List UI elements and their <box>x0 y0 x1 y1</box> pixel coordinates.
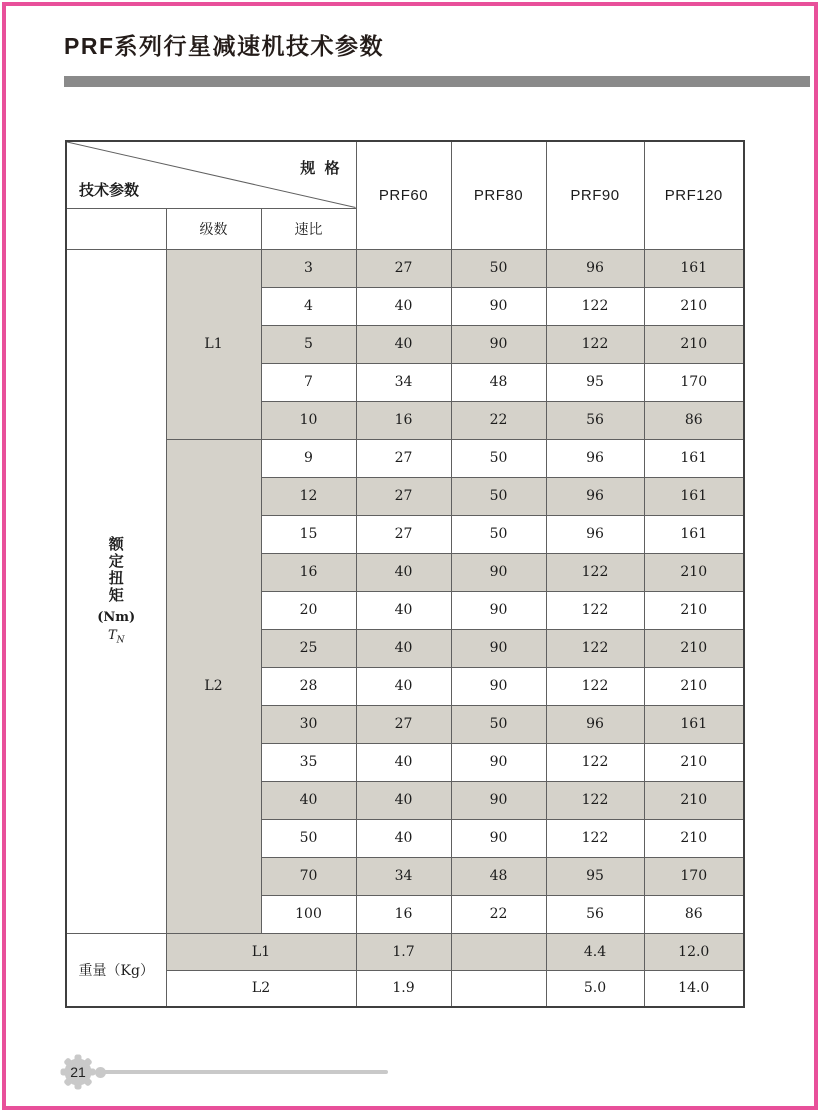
value-cell-prf90: 96 <box>546 249 644 287</box>
value-cell-prf80: 90 <box>451 781 546 819</box>
value-cell-prf60: 40 <box>356 781 451 819</box>
value-cell-prf60: 34 <box>356 363 451 401</box>
value-cell-prf120: 170 <box>644 363 744 401</box>
table-body <box>66 249 744 1007</box>
weight-value-cell-prf90: 4.4 <box>546 933 644 970</box>
value-cell-prf90: 122 <box>546 325 644 363</box>
value-cell-prf90: 96 <box>546 477 644 515</box>
value-cell-prf60: 27 <box>356 515 451 553</box>
weight-value-cell-prf60: 1.7 <box>356 933 451 970</box>
value-cell-prf90: 96 <box>546 515 644 553</box>
value-cell-prf80: 90 <box>451 553 546 591</box>
ratio-cell: 9 <box>261 439 356 477</box>
page-title: PRF系列行星减速机技术参数 <box>64 33 384 59</box>
value-cell-prf60: 40 <box>356 743 451 781</box>
value-cell-prf120: 161 <box>644 439 744 477</box>
value-cell-prf60: 40 <box>356 325 451 363</box>
ratio-row <box>66 249 744 287</box>
weight-stage-cell: L1 <box>166 933 356 970</box>
ratio-cell: 16 <box>261 553 356 591</box>
ratio-cell: 20 <box>261 591 356 629</box>
value-cell-prf60: 16 <box>356 895 451 933</box>
value-cell-prf90: 96 <box>546 439 644 477</box>
weight-row <box>66 970 744 1007</box>
value-cell-prf80: 90 <box>451 325 546 363</box>
ratio-cell: 4 <box>261 287 356 325</box>
stage-column-header: 级数 <box>166 208 261 249</box>
value-cell-prf80: 50 <box>451 249 546 287</box>
value-cell-prf60: 27 <box>356 477 451 515</box>
value-cell-prf80: 90 <box>451 743 546 781</box>
value-cell-prf80: 50 <box>451 705 546 743</box>
value-cell-prf120: 210 <box>644 667 744 705</box>
value-cell-prf60: 40 <box>356 819 451 857</box>
value-cell-prf80: 48 <box>451 857 546 895</box>
weight-value-cell-prf120: 12.0 <box>644 933 744 970</box>
ratio-row <box>66 439 744 477</box>
ratio-cell: 7 <box>261 363 356 401</box>
value-cell-prf90: 95 <box>546 363 644 401</box>
torque-vertical-label: 额 定 扭 矩 <box>108 535 124 605</box>
spec-corner-label: 规 格 <box>300 159 342 177</box>
value-cell-prf120: 161 <box>644 249 744 287</box>
value-cell-prf120: 86 <box>644 895 744 933</box>
col-header-prf120: PRF120 <box>644 141 744 249</box>
value-cell-prf60: 34 <box>356 857 451 895</box>
value-cell-prf90: 122 <box>546 743 644 781</box>
value-cell-prf90: 56 <box>546 401 644 439</box>
value-cell-prf90: 122 <box>546 819 644 857</box>
page-number-gear-icon <box>58 1052 98 1092</box>
value-cell-prf120: 210 <box>644 325 744 363</box>
value-cell-prf80: 22 <box>451 401 546 439</box>
value-cell-prf90: 122 <box>546 287 644 325</box>
value-cell-prf80: 90 <box>451 667 546 705</box>
value-cell-prf60: 40 <box>356 667 451 705</box>
weight-label-cell: 重量（Kg） <box>66 933 166 1007</box>
value-cell-prf60: 27 <box>356 705 451 743</box>
ratio-cell: 30 <box>261 705 356 743</box>
weight-stage-cell: L2 <box>166 970 356 1007</box>
col-header-prf60: PRF60 <box>356 141 451 249</box>
param-corner-label: 技术参数 <box>79 180 140 199</box>
value-cell-prf90: 122 <box>546 667 644 705</box>
value-cell-prf60: 40 <box>356 553 451 591</box>
title-underline-bar <box>64 76 810 87</box>
value-cell-prf60: 27 <box>356 439 451 477</box>
value-cell-prf80: 22 <box>451 895 546 933</box>
value-cell-prf90: 95 <box>546 857 644 895</box>
ratio-cell: 12 <box>261 477 356 515</box>
ratio-cell: 35 <box>261 743 356 781</box>
value-cell-prf120: 210 <box>644 287 744 325</box>
value-cell-prf120: 210 <box>644 553 744 591</box>
stage-cell-l1: L1 <box>166 249 261 439</box>
header-row-1 <box>66 141 744 208</box>
value-cell-prf60: 40 <box>356 591 451 629</box>
value-cell-prf60: 40 <box>356 629 451 667</box>
spec-table <box>65 140 745 1008</box>
torque-symbol: $T_N$ <box>107 628 125 646</box>
value-cell-prf90: 122 <box>546 591 644 629</box>
ratio-cell: 28 <box>261 667 356 705</box>
value-cell-prf120: 210 <box>644 819 744 857</box>
value-cell-prf60: 27 <box>356 249 451 287</box>
value-cell-prf80: 50 <box>451 477 546 515</box>
ratio-cell: 70 <box>261 857 356 895</box>
value-cell-prf80: 50 <box>451 439 546 477</box>
weight-value-cell-prf80 <box>451 933 546 970</box>
diagonal-header-cell <box>66 141 356 208</box>
torque-label-cell <box>66 249 166 933</box>
value-cell-prf120: 210 <box>644 781 744 819</box>
weight-value-cell-prf120: 14.0 <box>644 970 744 1007</box>
value-cell-prf80: 90 <box>451 819 546 857</box>
value-cell-prf80: 50 <box>451 515 546 553</box>
value-cell-prf80: 90 <box>451 287 546 325</box>
value-cell-prf90: 122 <box>546 629 644 667</box>
value-cell-prf120: 210 <box>644 591 744 629</box>
value-cell-prf80: 90 <box>451 629 546 667</box>
value-cell-prf120: 170 <box>644 857 744 895</box>
ratio-cell: 10 <box>261 401 356 439</box>
ratio-cell: 40 <box>261 781 356 819</box>
ratio-cell: 100 <box>261 895 356 933</box>
stage-cell-l2: L2 <box>166 439 261 933</box>
col-header-prf90: PRF90 <box>546 141 644 249</box>
ratio-cell: 15 <box>261 515 356 553</box>
ratio-cell: 25 <box>261 629 356 667</box>
footer-decorative-line <box>101 1070 388 1074</box>
weight-row <box>66 933 744 970</box>
value-cell-prf120: 161 <box>644 705 744 743</box>
ratio-column-header: 速比 <box>261 208 356 249</box>
value-cell-prf60: 16 <box>356 401 451 439</box>
ratio-cell: 5 <box>261 325 356 363</box>
value-cell-prf90: 122 <box>546 781 644 819</box>
value-cell-prf80: 48 <box>451 363 546 401</box>
value-cell-prf120: 161 <box>644 515 744 553</box>
empty-header-cell <box>66 208 166 249</box>
value-cell-prf90: 122 <box>546 553 644 591</box>
torque-unit-label: (Nm) <box>97 610 136 626</box>
weight-value-cell-prf90: 5.0 <box>546 970 644 1007</box>
value-cell-prf120: 161 <box>644 477 744 515</box>
value-cell-prf60: 40 <box>356 287 451 325</box>
col-header-prf80: PRF80 <box>451 141 546 249</box>
ratio-cell: 3 <box>261 249 356 287</box>
value-cell-prf120: 210 <box>644 743 744 781</box>
value-cell-prf120: 210 <box>644 629 744 667</box>
value-cell-prf90: 96 <box>546 705 644 743</box>
ratio-cell: 50 <box>261 819 356 857</box>
page-number: 21 <box>70 1064 86 1080</box>
weight-value-cell-prf60: 1.9 <box>356 970 451 1007</box>
weight-value-cell-prf80 <box>451 970 546 1007</box>
value-cell-prf90: 56 <box>546 895 644 933</box>
value-cell-prf80: 90 <box>451 591 546 629</box>
value-cell-prf120: 86 <box>644 401 744 439</box>
